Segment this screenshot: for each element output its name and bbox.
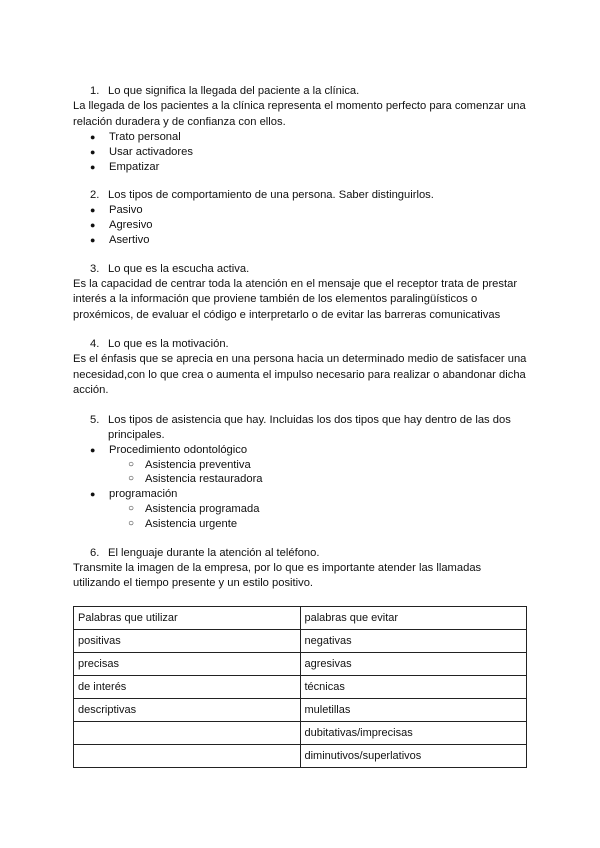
section-4-text: Es el énfasis que se aprecia en una persona hacia un determinado medio de satisfacer una necesidad,con lo que crea o aumenta el impulso necesario para realizar o abandonar dicha acción. <box>73 353 527 397</box>
table-header-cell: palabras que evitar <box>300 606 527 629</box>
circle-bullet-icon: ○ <box>128 517 135 529</box>
bullet-text: Empatizar <box>109 160 160 173</box>
document-body <box>73 84 529 768</box>
table-header-row <box>74 606 527 629</box>
section-2-heading <box>73 188 529 203</box>
list-item <box>73 233 529 248</box>
bullet-icon: ● <box>90 146 96 157</box>
bullet-icon: ● <box>90 132 96 142</box>
bullet-icon: ● <box>90 161 96 172</box>
table-row <box>74 721 527 744</box>
section-5-number: 5. <box>90 413 100 426</box>
section-5-title: Los tipos de asistencia que hay. Incluidas los dos tipos que hay dentro de las dos principales. <box>108 413 511 441</box>
section-3-title: Lo que es la escucha activa. <box>108 262 250 275</box>
bullet-icon: ● <box>90 205 96 216</box>
circle-bullet-icon: ○ <box>128 502 135 514</box>
sub-list-item <box>73 517 529 532</box>
section-4-number: 4. <box>90 338 100 351</box>
circle-bullet-icon: ○ <box>128 458 135 470</box>
bullet-icon: ● <box>90 444 96 455</box>
list-item <box>73 443 529 458</box>
section-1-heading <box>73 84 529 99</box>
table-row <box>74 698 527 721</box>
table-cell <box>74 721 301 744</box>
table-cell <box>74 744 301 767</box>
section-5-heading <box>73 413 529 443</box>
table-cell: dubitativas/imprecisas <box>300 721 527 744</box>
sub-bullet-text: Asistencia programada <box>145 502 260 515</box>
section-6-title: El lenguaje durante la atención al teléfono. <box>108 546 320 559</box>
table-cell: precisas <box>74 652 301 675</box>
table-cell: descriptivas <box>74 698 301 721</box>
section-4-heading <box>73 337 529 352</box>
table-row <box>74 675 527 698</box>
table-cell: diminutivos/superlativos <box>300 744 527 767</box>
sub-list-item <box>73 458 529 473</box>
list-item <box>73 203 529 218</box>
section-3-number: 3. <box>90 262 100 275</box>
section-3-text: Es la capacidad de centrar toda la atención en el mensaje que el receptor trata de prestar interés a la información que proviene también de los elementos paralingüísticos o proxémicos, de evaluar el código e interpretarlo o de evitar las barreras comunicativas <box>73 277 518 321</box>
section-3-heading <box>73 262 529 277</box>
sub-list-item <box>73 472 529 487</box>
table-row <box>74 652 527 675</box>
bullet-text: Procedimiento odontológico <box>109 443 248 456</box>
circle-bullet-icon: ○ <box>128 473 135 485</box>
section-6-number: 6. <box>90 546 100 559</box>
sub-bullet-text: Asistencia restauradora <box>145 473 263 486</box>
table-cell: de interés <box>74 675 301 698</box>
table-row <box>74 744 527 767</box>
bullet-text: Trato personal <box>109 131 181 143</box>
table-cell: negativas <box>300 629 527 652</box>
table-cell: muletillas <box>300 698 527 721</box>
table-header-cell: Palabras que utilizar <box>74 606 301 629</box>
list-item <box>73 130 529 145</box>
table-cell: técnicas <box>300 675 527 698</box>
list-item <box>73 145 529 160</box>
bullet-text: Asertivo <box>109 233 150 246</box>
table-row <box>74 629 527 652</box>
bullet-icon: ● <box>90 220 96 231</box>
bullet-text: programación <box>109 488 178 501</box>
section-4-title: Lo que es la motivación. <box>108 338 229 351</box>
bullet-icon: ● <box>90 489 96 500</box>
section-1-text: La llegada de los pacientes a la clínica representa el momento perfecto para comenzar una relación duradera y de confianza con ellos. <box>73 100 526 128</box>
table-cell: positivas <box>74 629 301 652</box>
sub-list-item <box>73 502 529 517</box>
table-cell: agresivas <box>300 652 527 675</box>
sub-bullet-text: Asistencia urgente <box>145 517 238 530</box>
section-2-number: 2. <box>90 189 100 202</box>
words-table <box>73 606 527 768</box>
section-6-text: Transmite la imagen de la empresa, por lo que es importante atender las llamadas utilizando el tiempo presente y un estilo positivo. <box>73 561 482 590</box>
bullet-text: Usar activadores <box>109 145 193 158</box>
section-1-title: Lo que significa la llegada del paciente a la clínica. <box>108 85 360 97</box>
bullet-text: Pasivo <box>109 204 143 217</box>
list-item <box>73 218 529 233</box>
section-1-number: 1. <box>90 85 100 97</box>
section-2-title: Los tipos de comportamiento de una persona. Saber distinguirlos. <box>108 189 434 202</box>
list-item <box>73 160 529 175</box>
bullet-icon: ● <box>90 234 96 245</box>
section-6-heading <box>73 546 529 561</box>
bullet-text: Agresivo <box>109 219 153 232</box>
list-item <box>73 487 529 502</box>
sub-bullet-text: Asistencia preventiva <box>145 458 251 471</box>
